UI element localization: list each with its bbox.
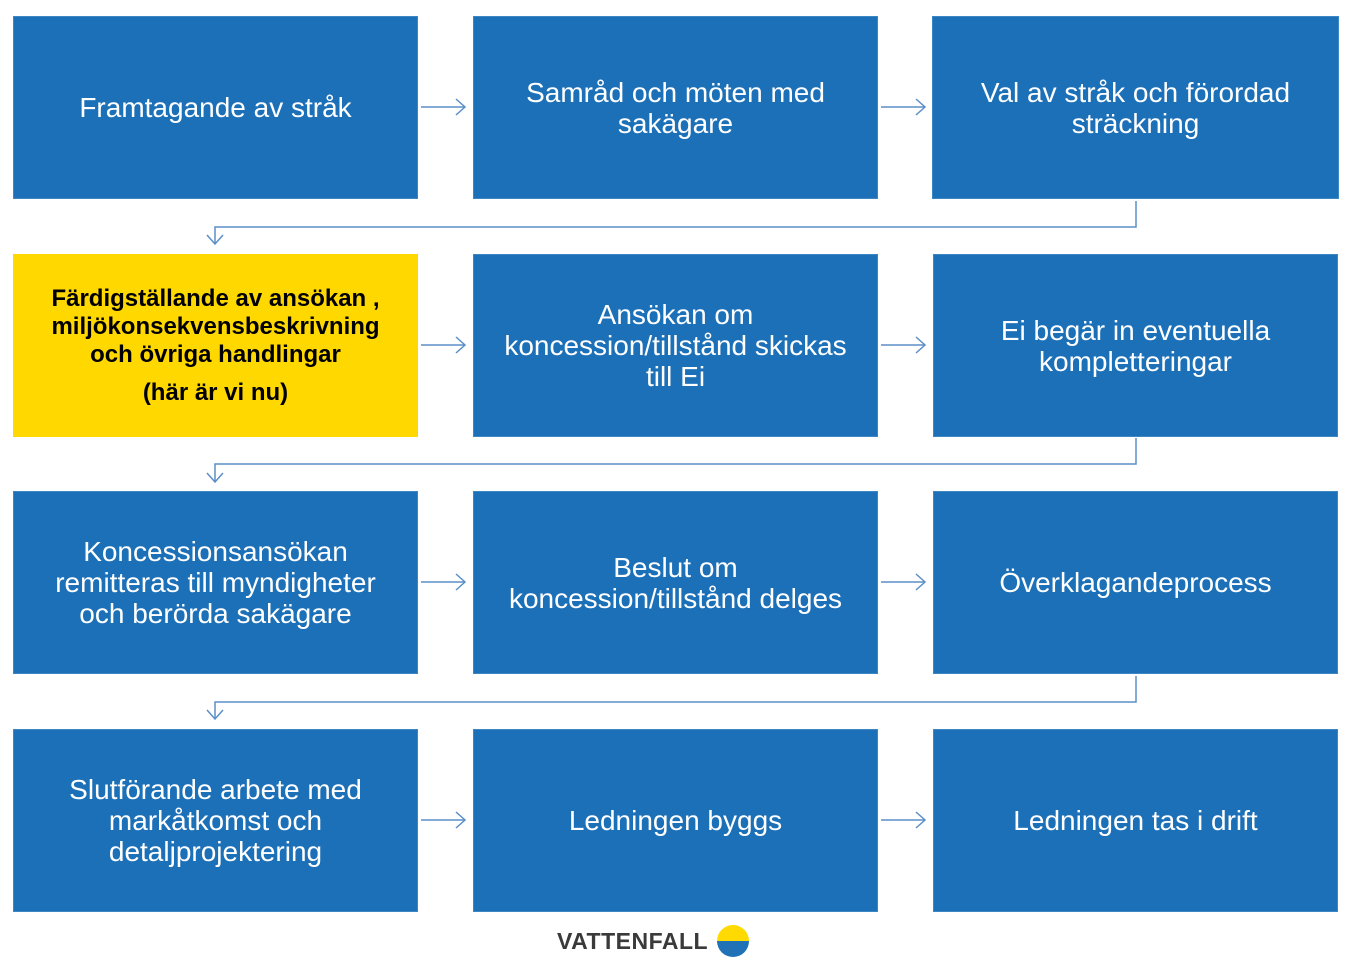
step-12-text: Ledningen tas i drift (1013, 805, 1258, 836)
vattenfall-logo-icon (716, 924, 750, 958)
step-10-text-line3: detaljprojektering (108, 836, 323, 867)
arrow-right-5-6 (881, 337, 925, 353)
arrow-elbow-9-10 (207, 676, 1136, 719)
step-3-box (932, 16, 1339, 199)
step-11-text: Ledningen byggs (568, 805, 783, 836)
brand-name: VATTENFALL (557, 927, 709, 954)
step-7-text-line1: Koncessionsansökan (83, 536, 348, 567)
step-6-text-line2: kompletteringar (1039, 345, 1232, 377)
step-8-box (473, 491, 878, 674)
step-3-text-line1: Val av stråk och förordad (980, 76, 1291, 108)
step-4-text-line2: miljökonsekvensbeskrivning (51, 312, 380, 340)
step-5-box (473, 254, 878, 437)
arrow-right-8-9 (881, 574, 925, 590)
step-1-box (13, 16, 418, 199)
step-4-box-current (13, 254, 418, 437)
step-6-text-line1: Ei begär in eventuella (1000, 314, 1271, 346)
arrow-elbow-6-7 (207, 438, 1136, 482)
step-5-text-line1: Ansökan om (597, 299, 754, 330)
arrow-right-1-2 (421, 99, 465, 115)
arrow-right-2-3 (881, 99, 925, 115)
step-7-box (13, 491, 418, 674)
step-10-text-line2: markåtkomst och (108, 805, 323, 836)
arrow-right-11-12 (881, 812, 925, 828)
step-7-text-line2: remitteras till myndigheter (55, 567, 376, 598)
step-2-box (473, 16, 878, 199)
arrow-elbow-3-4 (207, 201, 1136, 244)
step-11-box (473, 729, 878, 912)
step-9-text: Överklagandeprocess (999, 567, 1272, 598)
step-4-text-line3: och övriga handlingar (90, 340, 341, 368)
arrow-right-4-5 (421, 337, 465, 353)
step-4-text-line1: Färdigställande av ansökan , (51, 284, 380, 312)
step-7-text-line3: och berörda sakägare (79, 598, 352, 629)
step-2-text-line1: Samråd och möten med (526, 76, 825, 108)
step-3-text-line2: sträckning (1071, 107, 1200, 139)
step-1-text: Framtagande av stråk (79, 92, 352, 123)
step-2-text-line2: sakägare (617, 107, 734, 139)
step-10-text-line1: Slutförande arbete med (69, 774, 362, 805)
vattenfall-brand (557, 924, 750, 958)
step-8-text-line2: koncession/tillstånd delges (508, 582, 843, 614)
current-step-note: (här är vi nu) (142, 378, 289, 406)
step-12-box (933, 729, 1338, 912)
step-5-text-line3: till Ei (645, 361, 706, 392)
arrow-right-7-8 (421, 574, 465, 590)
step-5-text-line2: koncession/tillstånd skickas (504, 330, 847, 361)
step-6-box (933, 254, 1338, 437)
arrow-right-10-11 (421, 812, 465, 828)
step-8-text-line1: Beslut om (613, 551, 738, 583)
step-10-box (13, 729, 418, 912)
step-9-box (933, 491, 1338, 674)
